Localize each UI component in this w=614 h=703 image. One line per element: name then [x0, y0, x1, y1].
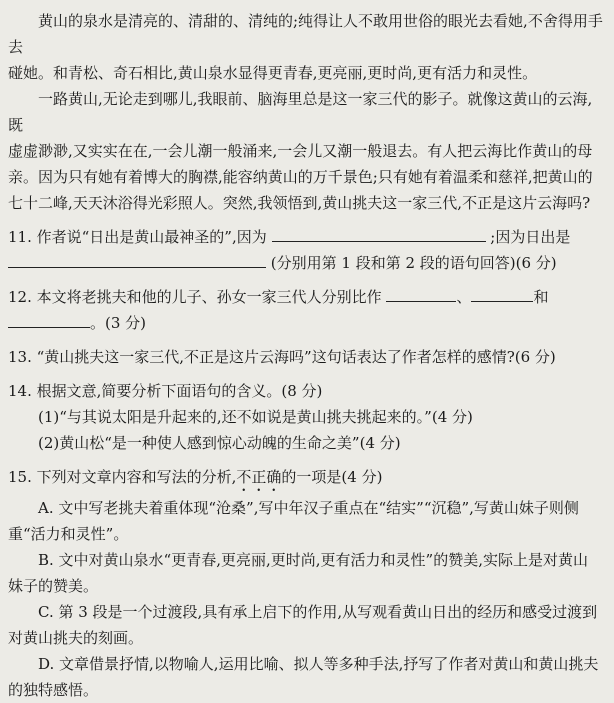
passage-paragraph-1-cont — [8, 60, 606, 86]
passage-line: 黄山的泉水是清亮的、清甜的、清纯的;纯得让人不敢用世俗的眼光去看她,不舍得用手去 — [8, 12, 603, 56]
option-c-cont — [8, 625, 606, 651]
question-13-text: 13. “黄山挑夫这一家三代,不正是这片云海吗”这句话表达了作者怎样的感情?(6 分) — [8, 348, 556, 366]
option-d-line-1: D. 文章借景抒情,以物喻人,运用比喻、拟人等多种手法,抒写了作者对黄山和黄山挑夫 — [38, 655, 599, 673]
passage-paragraph-2 — [8, 86, 606, 138]
question-12-score: 。(3 分) — [90, 314, 147, 332]
option-b-line-1: B. 文中对黄山泉水“更青春,更亮丽,更时尚,更有活力和灵性”的赞美,实际上是对黄山 — [38, 551, 588, 569]
answer-blank[interactable] — [8, 312, 90, 328]
question-13 — [8, 344, 606, 370]
passage-paragraph-1 — [8, 8, 606, 60]
question-11-text: 11. 作者说“日出是黄山最神圣的”,因为 — [8, 228, 267, 246]
answer-blank[interactable] — [272, 226, 486, 242]
question-12-line-1 — [8, 284, 606, 310]
option-c[interactable] — [8, 599, 606, 625]
question-12-line-2 — [8, 310, 606, 336]
question-15-text: 15. 下列对文章内容和写法的分析, — [8, 468, 237, 486]
option-b-line-2: 妹子的赞美。 — [8, 577, 99, 595]
question-12-text: 12. 本文将老挑夫和他的儿子、孙女一家三代人分别比作 — [8, 288, 382, 306]
question-15 — [8, 464, 606, 495]
answer-blank[interactable] — [386, 286, 456, 302]
passage-line: 亲。因为只有她有着博大的胸襟,能容纳黄山的万千景色;只有她有着温柔和慈祥,把黄山的 — [8, 168, 593, 186]
passage-line: 虚虚渺渺,又实实在在,一会儿潮一般涌来,一会儿又潮一般退去。有人把云海比作黄山的母 — [8, 142, 593, 160]
answer-blank[interactable] — [8, 252, 266, 268]
option-c-line-2: 对黄山挑夫的刻画。 — [8, 629, 144, 647]
passage-line: 碰她。和青松、奇石相比,黄山泉水显得更青春,更亮丽,更时尚,更有活力和灵性。 — [8, 64, 538, 82]
question-11-line-1 — [8, 224, 606, 250]
passage-line: 一路黄山,无论走到哪儿,我眼前、脑海里总是这一家三代的影子。就像这黄山的云海,既 — [8, 90, 593, 134]
option-a-line-1: A. 文中写老挑夫着重体现“沧桑”,写中年汉子重点在“结实”“沉稳”,写黄山妹子则侧 — [38, 499, 579, 517]
question-14-sub-2-text: (2)黄山松“是一种使人感到惊心动魄的生命之美”(4 分) — [38, 434, 401, 452]
option-c-line-1: C. 第 3 段是一个过渡段,具有承上启下的作用,从写观看黄山日出的经历和感受过渡到 — [38, 603, 598, 621]
question-11 — [8, 224, 606, 276]
question-14-text: 14. 根据文意,简要分析下面语句的含义。(8 分) — [8, 382, 323, 400]
option-d[interactable] — [8, 651, 606, 677]
question-12 — [8, 284, 606, 336]
option-b[interactable] — [8, 547, 606, 573]
separator: 、 — [456, 288, 472, 306]
question-14-sub-1-text: (1)“与其说太阳是升起来的,还不如说是黄山挑夫挑起来的。”(4 分) — [38, 408, 473, 426]
question-11-text-2: ;因为日出是 — [490, 228, 571, 246]
option-d-cont — [8, 677, 606, 703]
option-a-cont — [8, 521, 606, 547]
question-15-text-2: 的一项是(4 分) — [281, 468, 383, 486]
question-11-instruction: (分别用第 1 段和第 2 段的语句回答)(6 分) — [270, 254, 557, 272]
option-b-cont — [8, 573, 606, 599]
question-11-line-2 — [8, 250, 606, 276]
passage-paragraph-2-cont — [8, 190, 606, 216]
option-d-line-2: 的独特感悟。 — [8, 681, 99, 699]
question-14-sub-2 — [8, 430, 606, 456]
option-a[interactable] — [8, 495, 606, 521]
passage-paragraph-2-cont — [8, 138, 606, 164]
passage — [8, 8, 606, 216]
question-14 — [8, 378, 606, 404]
answer-blank[interactable] — [471, 286, 533, 302]
separator: 和 — [533, 288, 549, 306]
question-15-emphasis: 不正确 — [236, 468, 282, 486]
option-a-line-2: 重“活力和灵性”。 — [8, 525, 129, 543]
question-14-sub-1 — [8, 404, 606, 430]
passage-line: 七十二峰,天天沐浴得光彩照人。突然,我领悟到,黄山挑夫这一家三代,不正是这片云海吗? — [8, 194, 591, 212]
passage-paragraph-2-cont — [8, 164, 606, 190]
